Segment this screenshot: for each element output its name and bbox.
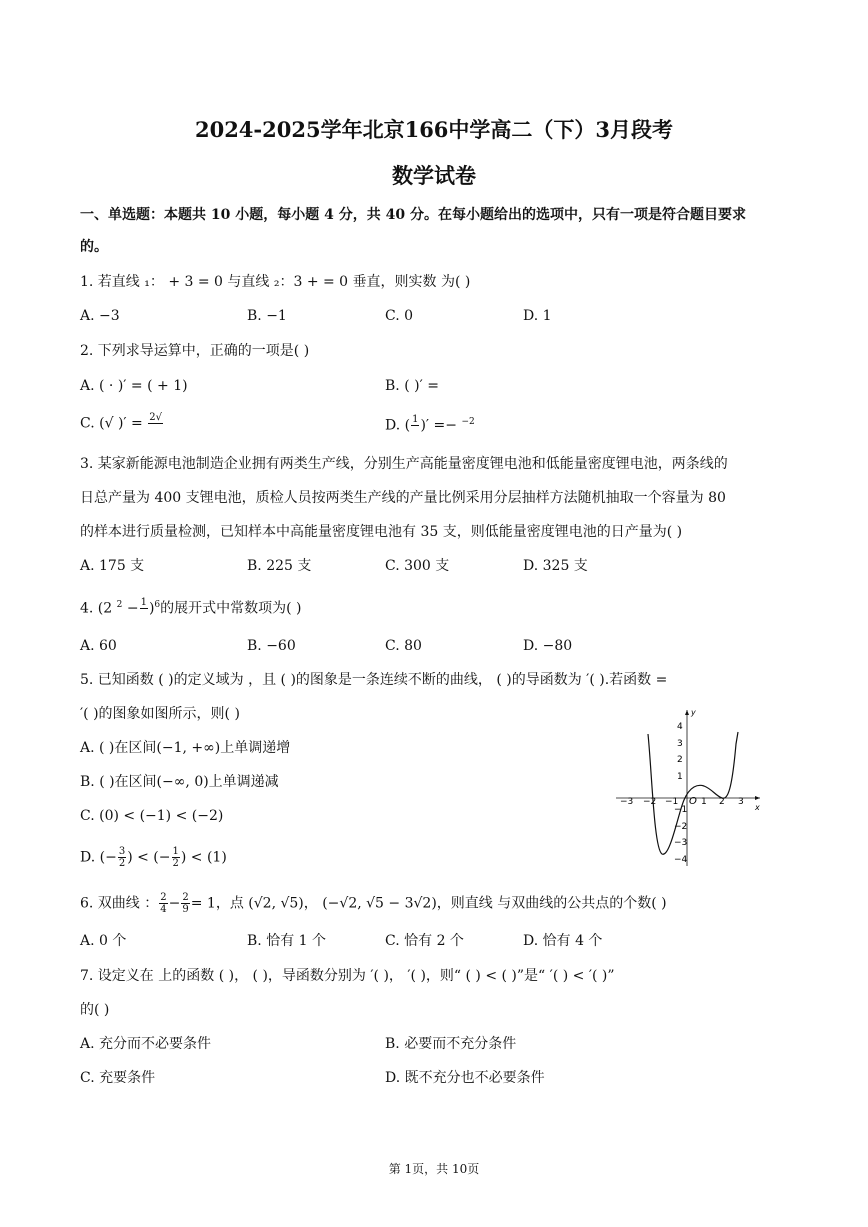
x-tick-label: 3 [738,797,744,807]
q4-tail: 的展开式中常数项为( ) [160,600,302,617]
q2-c-text: C. (√ )′ = [80,415,143,432]
y-tick-label: −4 [674,855,688,865]
q1-option-b: B. −1 [247,308,287,324]
q4-mid: − [122,600,139,617]
x-axis-label: x [755,803,760,812]
q5-d-frac1-den: 2 [118,858,126,869]
q6-frac1-den: 4 [160,904,167,915]
q6-frac2 [181,892,189,915]
q4-pre: 4. (2 [80,600,117,617]
x-tick-label: −2 [643,797,657,807]
q6-frac1 [159,892,167,915]
q4-option-c: C. 80 [385,638,422,654]
page-footer: 第 1页，共 10页 [388,1162,480,1176]
question-5-line1: 5. 已知函数 ( )的定义域为 ，且 ( )的图象是一条连续不断的曲线， ( )的导函数为 ′( ).若函数 = [80,672,668,688]
q2-d-fraction [411,414,419,437]
y-tick-label: −3 [674,838,688,848]
question-4-stem [80,595,302,620]
q4-exp2: 2 [116,600,123,610]
q4-frac-den [140,609,148,620]
q2-option-a: A. ( · )′ = ( + 1) [80,378,188,394]
y-tick-label: 2 [677,755,683,765]
q3-option-c: C. 300 支 [385,558,450,574]
q5-d-frac1-num: 3 [118,846,126,857]
q4-post: ) [148,600,155,617]
x-tick-label: 1 [701,797,707,807]
q7-option-b: B. 必要而不充分条件 [385,1036,517,1052]
q4-option-d: D. −80 [523,638,573,654]
question-7-line1: 7. 设定义在 上的函数 ( )， ( )，导函数分别为 ′( )， ′( )，则“ ( ) < ( )”是“ ′( ) < ′( )” [80,968,615,984]
question-2-stem: 2. 下列求导运算中，正确的一项是( ) [80,343,310,359]
q6-mid: − [168,895,181,912]
q6-post: = 1，点 (√2, √5)， (−√2, √5 − 3√2)，则直线 与双曲线的公共点的个数( ) [190,895,667,912]
q5-d-mid: ) < (− [127,849,171,866]
y-tick-label: 3 [677,739,683,749]
question-6-stem [80,892,667,915]
y-tick-label: −1 [674,805,688,815]
y-tick-label: 1 [677,772,683,782]
q5-d-frac1 [118,846,126,869]
section-heading-line1: 一、单选题：本题共 10 小题，每小题 4 分，共 40 分。在每小题给出的选项中，只有一项是符合题目要求 [80,207,746,223]
q2-d-post: )′ =− [420,417,462,434]
section-heading-line2: 的。 [80,239,108,255]
q5-option-a: A. ( )在区间(−1, +∞)上单调递增 [80,740,291,756]
y-tick-label: −2 [674,822,688,832]
q6-option-a: A. 0 个 [80,933,127,949]
q2-c-frac-num: 2√ [149,412,162,423]
q6-frac2-num: 2 [182,892,189,903]
x-tick-label: −3 [620,797,634,807]
question-5-line2: ′( )的图象如图所示，则( ) [80,706,240,722]
derivative-curve [648,732,738,854]
y-axis-label: y [691,708,696,717]
question-1-stem: 1. 若直线 ₁： + 3 = 0 与直线 ₂：3 + = 0 垂直，则实数 为( ) [80,274,471,290]
q5-d-frac2-num: 1 [172,846,179,857]
q5-d-pre: D. (− [80,849,117,866]
q7-option-c: C. 充要条件 [80,1070,156,1086]
q2-c-fraction [148,412,163,435]
x-tick-label: 2 [719,797,725,807]
derivative-graph [612,704,768,870]
q2-option-d [385,412,475,437]
q5-d-frac2 [172,846,180,869]
x-axis-arrow [755,796,760,800]
q1-option-d: D. 1 [523,308,552,324]
x-tick-label: −1 [665,797,679,807]
y-tick-label: 4 [677,722,683,732]
q2-d-pre: D. ( [385,417,411,434]
origin-label: O [689,796,697,807]
exam-subtitle: 数学试卷 [392,163,476,188]
q7-option-a: A. 充分而不必要条件 [80,1036,212,1052]
q1-option-a: A. −3 [80,308,120,324]
q3-option-d: D. 325 支 [523,558,588,574]
q5-option-b: B. ( )在区间(−∞, 0)上单调递减 [80,774,279,790]
q6-frac1-num: 2 [160,892,167,903]
q6-option-d: D. 恰有 4 个 [523,933,603,949]
q3-option-a: A. 175 支 [80,558,145,574]
q3-option-b: B. 225 支 [247,558,312,574]
q2-d-exponent: −2 [461,417,475,427]
q5-d-post: ) < (1) [180,849,227,866]
question-3-line2: 日总产量为 400 支锂电池，质检人员按两类生产线的产量比例采用分层抽样方法随机抽取一个容量为 80 [80,490,726,506]
q4-frac-num: 1 [140,597,147,609]
q2-option-c [80,412,164,435]
q2-d-frac-num: 1 [412,414,419,426]
q5-option-c: C. (0) < (−1) < (−2) [80,808,224,824]
q5-option-d [80,846,227,869]
q7-option-d: D. 既不充分也不必要条件 [385,1070,545,1086]
q6-pre: 6. 双曲线 ： [80,895,159,912]
question-3-line3: 的样本进行质量检测，已知样本中高能量密度锂电池有 35 支，则低能量密度锂电池的日产量为( ) [80,524,683,540]
q4-option-a: A. 60 [80,638,117,654]
q6-frac2-den: 9 [182,904,189,915]
q4-option-b: B. −60 [247,638,296,654]
y-axis-arrow [685,710,689,715]
q6-option-b: B. 恰有 1 个 [247,933,326,949]
q2-option-b: B. ( )′ = [385,378,439,394]
q6-option-c: C. 恰有 2 个 [385,933,464,949]
exam-title: 2024-2025学年北京166中学高二（下）3月段考 [194,117,674,142]
q2-c-frac-den [148,424,163,435]
q4-fraction [140,597,148,620]
q1-option-c: C. 0 [385,308,414,324]
question-3-line1: 3. 某家新能源电池制造企业拥有两类生产线，分别生产高能量密度锂电池和低能量密度锂电池，两条线的 [80,456,728,472]
q2-d-frac-den [411,426,419,437]
q5-d-frac2-den: 2 [172,858,179,869]
q4-exp6: 6 [154,600,161,610]
question-7-line2: 的( ) [80,1002,110,1018]
